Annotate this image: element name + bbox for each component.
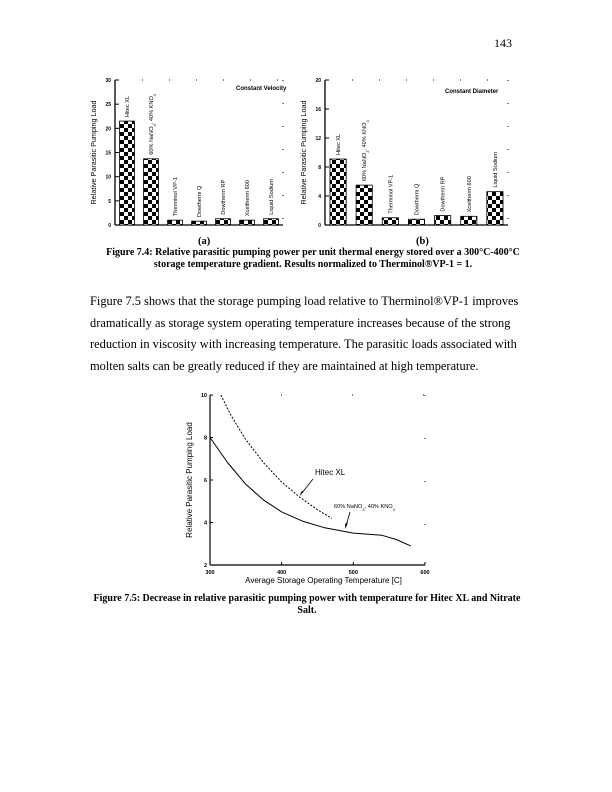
subfigure-label-a: (a) [198,236,211,247]
chart-a-ylabel: Relative Parasitic Pumping Load [89,100,98,205]
annotation-hitec-xl: Hitec XL [315,468,346,477]
chart-b-ytick-label: 20 [315,78,321,84]
chart-a-bar-label: Dowtherm RP [221,179,227,215]
chart-a-title: Constant Velocity [236,86,287,92]
series-line-hitec-xl [221,395,332,518]
chart-b-ytick-label: 12 [315,136,321,142]
line-chart-xlabel: Average Storage Operating Temperature [C] [245,576,402,585]
chart-b-bar-label: Dowtherm Q [414,183,421,216]
chart-a-ytick-label: 0 [108,223,111,229]
annotation-arrow-hitec [302,479,313,493]
chart-b-bar-label: Therminol VP-1 [388,174,395,214]
chart-a-bar-label: Hitec XL [125,95,131,118]
chart-a-bar [144,159,159,225]
chart-b-bar-label: Hitec XL [336,133,343,156]
chart-a-ytick-label: 30 [105,78,111,84]
series-line-nitrate-salt [210,438,411,546]
chart-a-bar [192,221,207,225]
chart-a-bar-label: Xceltherm 600 [245,179,251,217]
figure-7-5-caption: Figure 7.5: Decrease in relative parasitic pumping power with temperature for Hitec XL and Nitrate Salt. [93,593,521,616]
line-chart-xtick-label: 600 [420,570,430,576]
chart-b-bar [461,216,477,225]
line-chart-xtick-label: 300 [205,570,215,576]
chart-a-ytick-label: 10 [105,174,111,181]
line-chart-ytick-label: 2 [203,563,207,569]
chart-a-bar-label: Liquid Sodium [269,179,275,215]
line-chart-ytick-label: 6 [203,478,207,484]
line-chart-xtick-label: 400 [277,570,287,576]
chart-b-bar [487,192,503,225]
chart-b-bar-label: 60% NaNO$_3$, 40% $KNO_3$ [362,120,370,182]
chart-b-bar [408,219,424,225]
chart-a-bar [216,219,231,225]
annotation-arrowhead-nitrate [345,522,348,529]
chart-a-bar [168,220,183,225]
figure-7-4-caption: Figure 7.4: Relative parasitic pumping power per unit thermal energy stored over a 300°C-400°C storage temperature gradient. Results normalized to Therminol®VP-1 = 1. [106,247,520,270]
page-number: 143 [494,36,512,50]
annotation-arrowhead-hitec [300,490,305,496]
chart-a-bar [264,219,279,225]
annotation-nitrate-salt: 60% NaNO$_3$, 40% $KNO_3$ [334,504,395,512]
chart-a-ytick-label: 15 [105,150,111,157]
chart-a-bar-label: Dowtherm Q [197,185,203,218]
subfigure-label-b: (b) [416,236,429,247]
chart-b-bar [382,218,398,225]
chart-b-bar [356,185,372,225]
chart-a-ytick-label: 20 [105,126,111,133]
line-chart-ytick-label: 4 [203,520,207,527]
chart-b-ytick-label: 8 [318,165,321,171]
chart-b-bar-label: Dowtherm RP [440,176,447,212]
chart-b-ytick-label: 4 [318,194,321,200]
chart-b-bar-label: Xceltherm 600 [466,176,473,213]
chart-b-ytick-label: 0 [318,223,321,229]
line-chart-xtick-label: 500 [348,570,358,576]
line-chart-ytick-label: 8 [203,435,207,442]
chart-b-bar-label: Liquid Sodium [492,152,499,188]
chart-b-ytick-label: 16 [315,107,321,113]
chart-a-ytick-label: 25 [105,102,111,109]
chart-b-ylabel: Relative Parasitic Pumping Load [299,100,308,205]
chart-a-bar [120,121,135,225]
body-paragraph: Figure 7.5 shows that the storage pumping load relative to Therminol®VP-1 improves dramatically as storage system operating temperature increases because of the strong reduction in viscosity with increasing temperature. The parasitic loads associated with molten salts can be greatly reduced if they are maintained at high temperature. [90,294,519,373]
line-chart-ylabel: Relative Parasitic Pumping Load [185,422,194,538]
chart-a-bar-label: Therminol VP-1 [173,177,179,217]
chart-b-title: Constant Diameter [445,89,499,95]
annotation-arrow-nitrate [346,512,350,526]
chart-a-bar [240,220,255,225]
line-chart-ytick-label: 10 [200,393,207,399]
chart-b-bar [330,159,346,225]
chart-a-bar-label: 60% NaNO$_3$, 40% $KNO_3$ [149,93,157,155]
chart-b-bar [435,216,451,225]
chart-a-ytick-label: 5 [108,198,111,205]
